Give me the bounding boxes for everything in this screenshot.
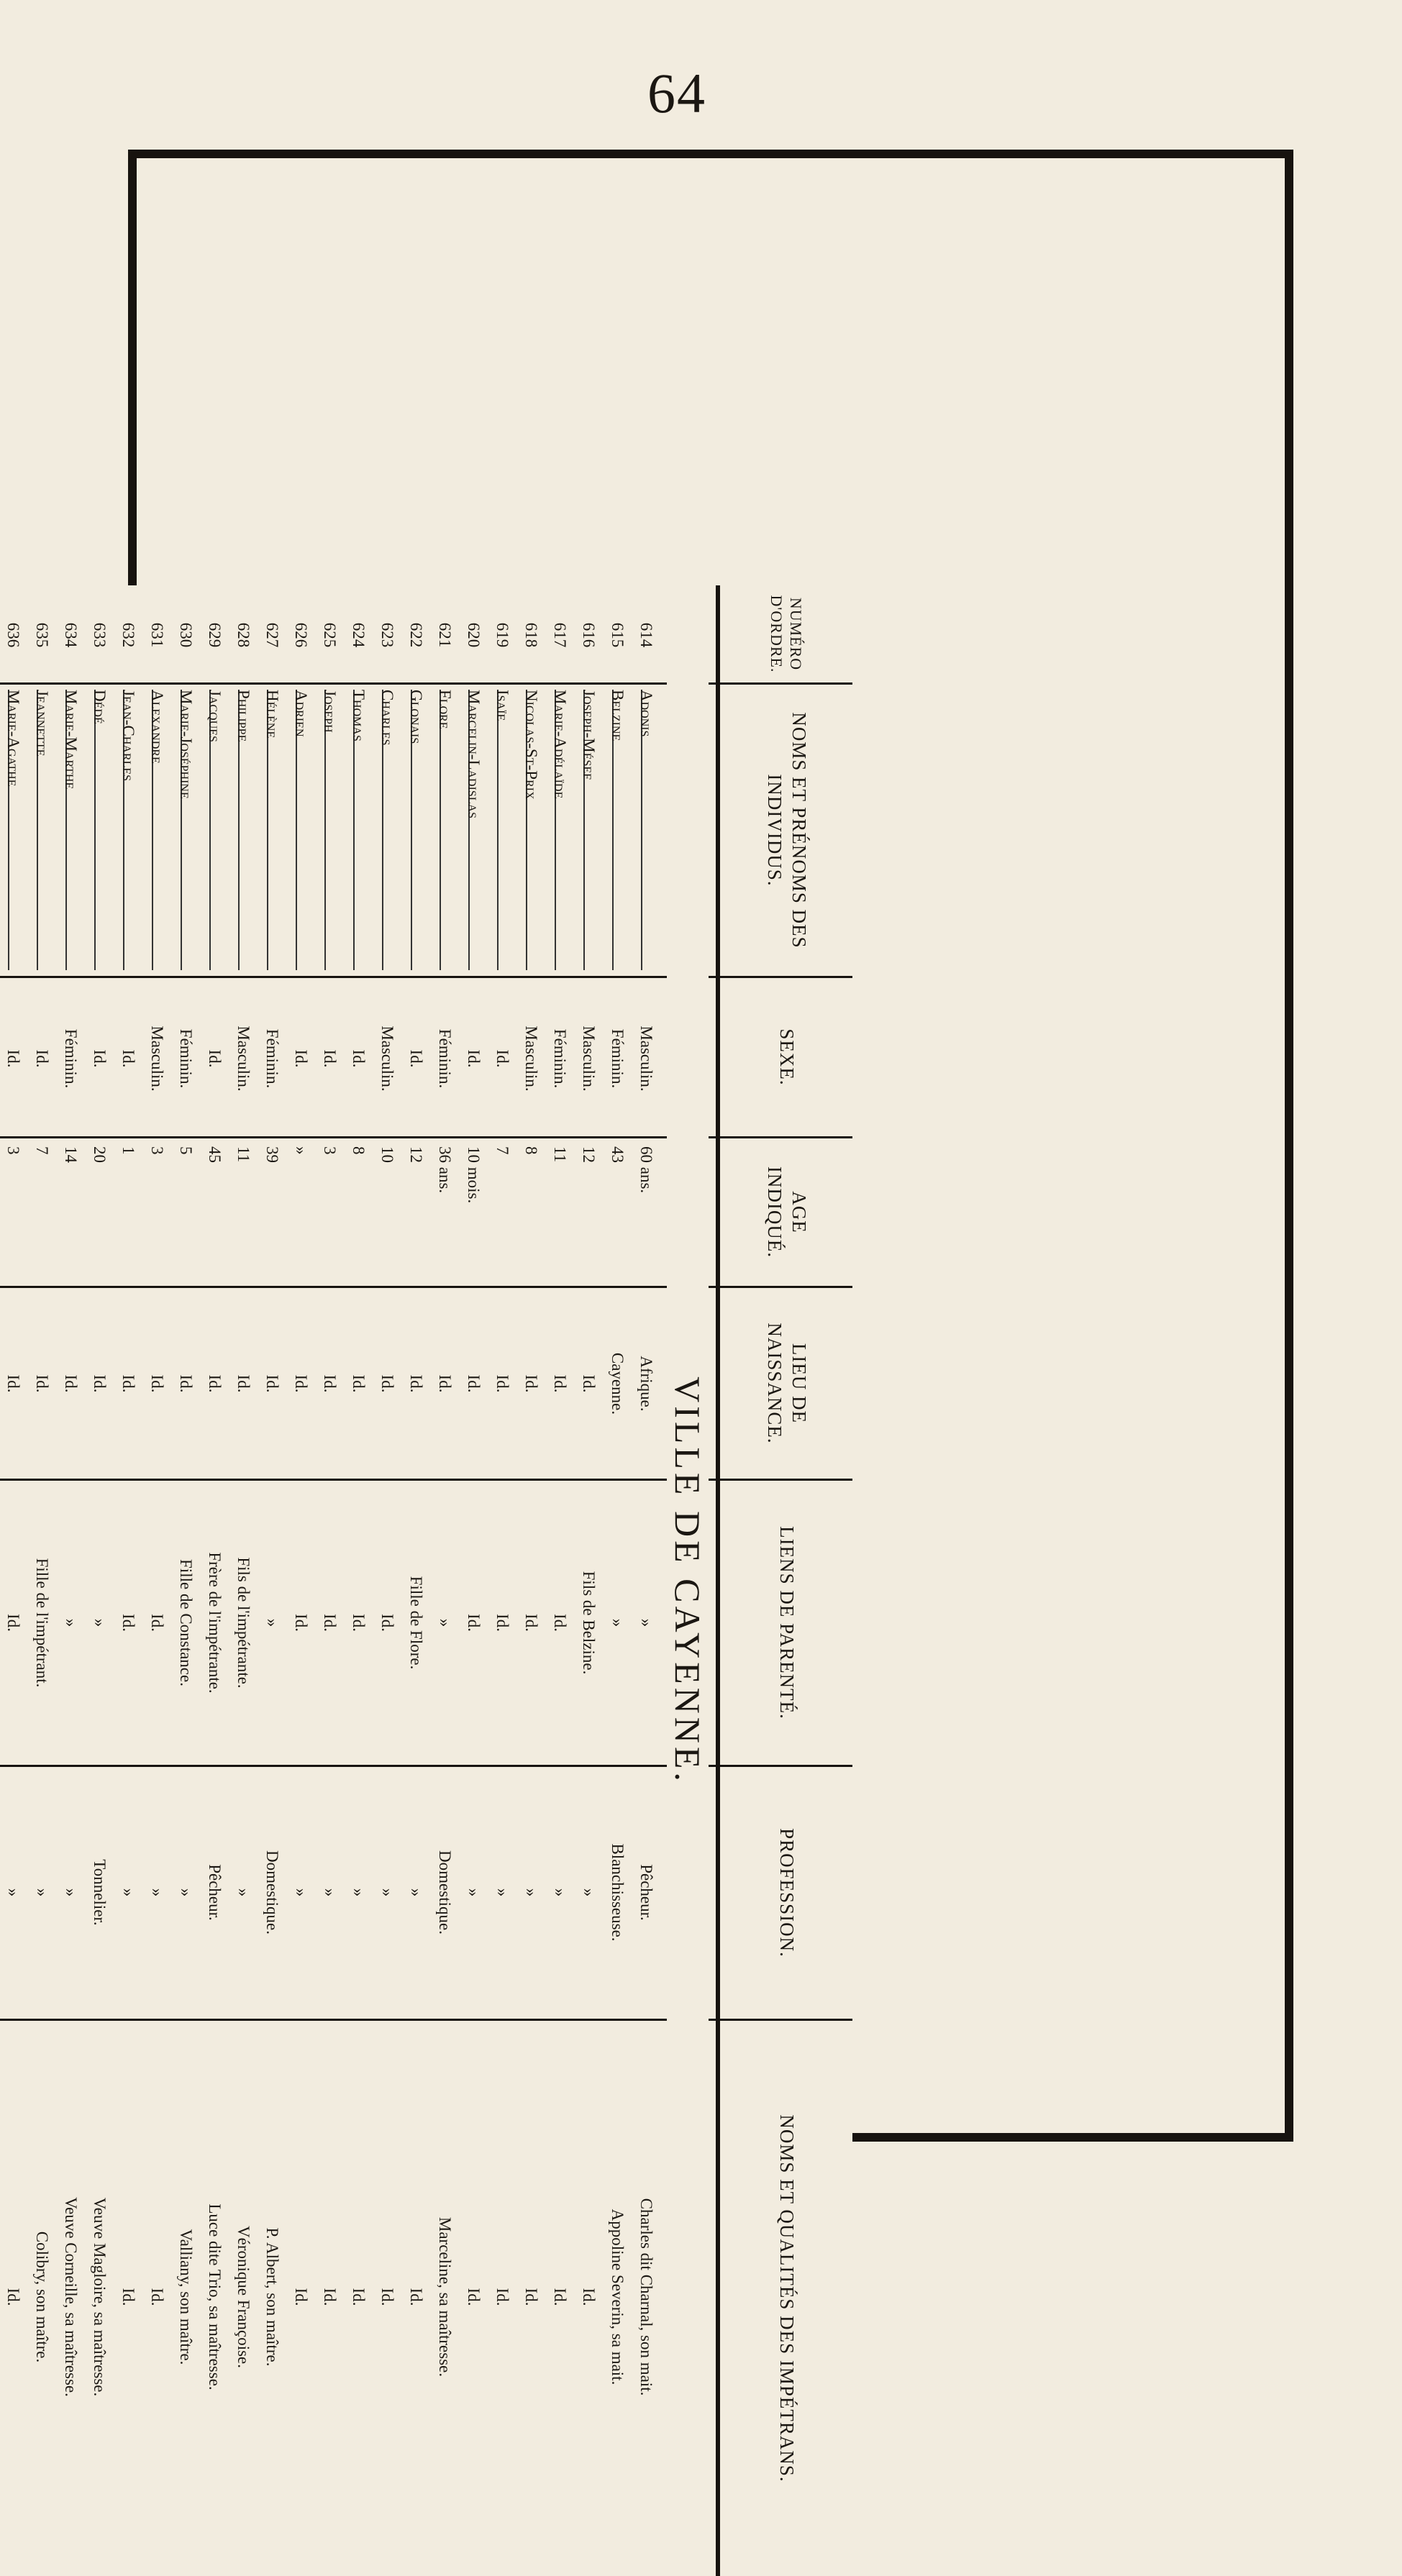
table-row — [486, 585, 514, 2576]
row-kinship: Id. — [522, 1614, 540, 1632]
row-number: 635 — [33, 622, 51, 648]
register-table-frame — [4, 150, 1293, 2483]
row-sex: Féminin. — [436, 1028, 454, 1089]
row-sex: Féminin. — [551, 1028, 569, 1089]
row-kinship: » — [609, 1618, 627, 1627]
row-name: Marie-Agathe — [4, 690, 22, 970]
row-profession: Blanchisseuse. — [609, 1843, 627, 1942]
row-profession: Pêcheur. — [206, 1864, 224, 1921]
row-profession: Pêcheur. — [637, 1864, 655, 1921]
row-number: 617 — [551, 622, 569, 648]
table-row — [140, 585, 169, 2576]
row-name: Charles — [378, 690, 396, 970]
row-profession: » — [551, 1888, 569, 1897]
row-birthplace: Id. — [263, 1374, 281, 1393]
row-number: 627 — [263, 622, 281, 648]
row-sex: Id. — [407, 1049, 425, 1068]
row-petitioner: Appoline Severin, sa mait. — [609, 2209, 627, 2385]
row-sex: Féminin. — [62, 1028, 80, 1089]
row-kinship: Fille de Constance. — [177, 1559, 195, 1686]
row-number: 614 — [637, 622, 655, 648]
row-petitioner: Id. — [119, 2288, 137, 2306]
row-birthplace: Id. — [235, 1374, 252, 1393]
table-row — [255, 585, 284, 2576]
row-birthplace: Id. — [321, 1374, 339, 1393]
row-profession: Domestique. — [436, 1850, 454, 1935]
header-profession: PROFESSION. — [716, 1767, 852, 2019]
row-number: 631 — [148, 622, 166, 648]
row-name: Nicolas-St-Prix — [522, 690, 540, 970]
row-age: 8 — [350, 1146, 368, 1155]
row-profession: Domestique. — [263, 1850, 281, 1935]
table-row — [284, 585, 313, 2576]
row-name: Marie-Adélaïde — [550, 690, 569, 970]
table-row — [83, 585, 111, 2576]
row-name: Dédé — [90, 690, 109, 970]
row-profession: » — [580, 1888, 598, 1897]
row-profession: » — [465, 1888, 483, 1897]
row-age: 39 — [263, 1146, 281, 1163]
row-birthplace: Id. — [436, 1374, 454, 1393]
row-kinship: Fille de Flore. — [407, 1576, 425, 1670]
row-petitioner: Luce dite Trio, sa maîtresse. — [206, 2203, 224, 2390]
row-kinship: Frère de l'impétrante. — [206, 1552, 224, 1694]
table-row — [428, 585, 457, 2576]
table-row — [54, 585, 83, 2576]
row-petitioner: Marceline, sa maîtresse. — [436, 2216, 454, 2378]
row-profession: » — [62, 1888, 80, 1897]
row-age: » — [292, 1146, 310, 1155]
row-birthplace: Id. — [4, 1374, 22, 1393]
row-name: Thomas — [349, 690, 368, 970]
row-petitioner: Id. — [378, 2288, 396, 2306]
row-petitioner: P. Albert, son maître. — [263, 2227, 281, 2367]
header-lieu: LIEU DE NAISSANCE. — [716, 1288, 852, 1479]
row-profession: » — [4, 1888, 22, 1897]
header-liens: LIENS DE PARENTÉ. — [716, 1481, 852, 1765]
row-age: 3 — [4, 1146, 22, 1155]
table-row — [572, 585, 601, 2576]
row-profession: » — [33, 1888, 51, 1897]
row-name: Jacques — [205, 690, 224, 970]
table-row — [25, 585, 54, 2576]
row-sex: Féminin. — [263, 1028, 281, 1089]
row-birthplace: Id. — [206, 1374, 224, 1393]
row-age: 43 — [609, 1146, 627, 1163]
row-sex: Id. — [292, 1049, 310, 1068]
row-petitioner: Id. — [580, 2288, 598, 2306]
row-number: 632 — [119, 622, 137, 648]
row-petitioner: Veuve Corneille, sa maîtresse. — [62, 2197, 80, 2397]
row-kinship: Id. — [551, 1614, 569, 1632]
row-petitioner: Id. — [551, 2288, 569, 2306]
row-age: 36 ans. — [436, 1146, 454, 1194]
register-table — [0, 585, 852, 2576]
table-row — [227, 585, 255, 2576]
header-sexe: SEXE. — [716, 978, 852, 1136]
row-kinship: Id. — [350, 1614, 368, 1632]
row-sex: Masculin. — [378, 1026, 396, 1092]
row-sex: Id. — [33, 1049, 51, 1068]
row-birthplace: Afrique. — [637, 1356, 655, 1412]
row-profession: » — [522, 1888, 540, 1897]
header-impetrans: NOMS ET QUALITÉS DES IMPÉTRANS. — [716, 2021, 852, 2576]
row-birthplace: Id. — [580, 1374, 598, 1393]
row-petitioner: Veuve Magloire, sa maîtresse. — [91, 2197, 109, 2397]
row-sex: Masculin. — [580, 1026, 598, 1092]
row-kinship: » — [637, 1618, 655, 1627]
row-petitioner: Colibry, son maître. — [33, 2231, 51, 2363]
row-birthplace: Id. — [91, 1374, 109, 1393]
row-name: Adonis — [637, 690, 655, 970]
row-age: 12 — [407, 1146, 425, 1163]
row-name: Joseph-Mésef — [579, 690, 598, 970]
row-petitioner: Id. — [350, 2288, 368, 2306]
row-petitioner: Id. — [407, 2288, 425, 2306]
row-number: 619 — [493, 622, 511, 648]
row-sex: Id. — [493, 1049, 511, 1068]
row-birthplace: Id. — [407, 1374, 425, 1393]
row-age: 14 — [62, 1146, 80, 1163]
row-petitioner: Charles dit Charnal, son mait. — [637, 2198, 655, 2396]
row-kinship: » — [62, 1618, 80, 1627]
table-row — [313, 585, 342, 2576]
row-name: Belzine — [608, 690, 627, 970]
row-age: 45 — [206, 1146, 224, 1163]
row-age: 1 — [119, 1146, 137, 1155]
row-profession: » — [378, 1888, 396, 1897]
row-number: 634 — [62, 622, 80, 648]
row-birthplace: Id. — [350, 1374, 368, 1393]
row-age: 3 — [148, 1146, 166, 1155]
row-number: 623 — [378, 622, 396, 648]
row-age: 7 — [493, 1146, 511, 1155]
header-num: NUMÉRO D'ORDRE. — [716, 585, 852, 682]
row-number: 624 — [350, 622, 368, 648]
row-petitioner: Id. — [522, 2288, 540, 2306]
row-number: 620 — [465, 622, 483, 648]
header-age: AGE INDIQUÉ. — [716, 1138, 852, 1286]
row-profession: » — [350, 1888, 368, 1897]
row-kinship: Id. — [292, 1614, 310, 1632]
row-number: 628 — [235, 622, 252, 648]
row-profession: » — [407, 1888, 425, 1897]
row-birthplace: Id. — [62, 1374, 80, 1393]
row-name: Hélène — [263, 690, 281, 970]
row-profession: » — [292, 1888, 310, 1897]
row-name: Isaïe — [493, 690, 511, 970]
row-birthplace: Id. — [522, 1374, 540, 1393]
row-number: 621 — [436, 622, 454, 648]
page-number: 64 — [647, 62, 706, 124]
row-age: 20 — [91, 1146, 109, 1163]
row-birthplace: Id. — [378, 1374, 396, 1393]
table-row — [111, 585, 140, 2576]
row-sex: Id. — [465, 1049, 483, 1068]
row-kinship: Id. — [493, 1614, 511, 1632]
row-profession: Tonnelier. — [91, 1859, 109, 1926]
row-sex: Masculin. — [235, 1026, 252, 1092]
row-petitioner: Id. — [493, 2288, 511, 2306]
row-age: 12 — [580, 1146, 598, 1163]
row-kinship: Id. — [321, 1614, 339, 1632]
row-kinship: » — [263, 1618, 281, 1627]
row-name: Joseph — [320, 690, 339, 970]
row-birthplace: Id. — [551, 1374, 569, 1393]
row-sex: Masculin. — [522, 1026, 540, 1092]
row-sex: Féminin. — [609, 1028, 627, 1089]
row-profession: » — [493, 1888, 511, 1897]
table-row — [629, 585, 658, 2576]
table-row — [370, 585, 399, 2576]
row-petitioner: Véronique Françoise. — [235, 2226, 252, 2368]
row-number: 636 — [4, 622, 22, 648]
row-birthplace: Id. — [148, 1374, 166, 1393]
section-title: VILLE DE CAYENNE. — [667, 585, 709, 2576]
row-name: Adrien — [291, 690, 310, 970]
header-noms: NOMS ET PRÉNOMS DES INDIVIDUS. — [716, 685, 852, 976]
table-row — [169, 585, 198, 2576]
table-row — [601, 585, 629, 2576]
row-age: 7 — [33, 1146, 51, 1155]
row-age: 5 — [177, 1146, 195, 1155]
row-kinship: Id. — [148, 1614, 166, 1632]
table-row — [198, 585, 227, 2576]
table-row — [342, 585, 370, 2576]
row-sex: Féminin. — [177, 1028, 195, 1089]
row-name: Philippe — [234, 690, 252, 970]
row-age: 10 mois. — [465, 1146, 483, 1204]
row-name: Jean-Charles — [119, 690, 137, 970]
row-number: 630 — [177, 622, 195, 648]
row-number: 616 — [580, 622, 598, 648]
row-number: 618 — [522, 622, 540, 648]
row-kinship: Id. — [378, 1614, 396, 1632]
row-sex: Id. — [206, 1049, 224, 1068]
row-number: 615 — [609, 622, 627, 648]
row-kinship: Id. — [4, 1614, 22, 1632]
row-birthplace: Id. — [493, 1374, 511, 1393]
row-sex: Masculin. — [637, 1026, 655, 1092]
row-petitioner: Id. — [465, 2288, 483, 2306]
row-name: Glonais — [406, 690, 425, 970]
row-number: 625 — [321, 622, 339, 648]
row-profession: » — [321, 1888, 339, 1897]
row-birthplace: Id. — [177, 1374, 195, 1393]
row-kinship: Id. — [465, 1614, 483, 1632]
row-profession: » — [119, 1888, 137, 1897]
table-row — [399, 585, 428, 2576]
row-age: 11 — [235, 1146, 252, 1163]
row-petitioner: Id. — [148, 2288, 166, 2306]
row-number: 629 — [206, 622, 224, 648]
row-birthplace: Id. — [465, 1374, 483, 1393]
row-number: 622 — [407, 622, 425, 648]
row-name: Alexandre — [147, 690, 166, 970]
row-sex: Masculin. — [148, 1026, 166, 1092]
row-number: 626 — [292, 622, 310, 648]
row-name: Flore — [435, 690, 454, 970]
row-kinship: Fille de l'impétrant. — [33, 1558, 51, 1688]
row-petitioner: Id. — [321, 2288, 339, 2306]
row-name: Marcelin-Ladislas — [464, 690, 483, 970]
row-sex: Id. — [91, 1049, 109, 1068]
row-name: Marie-Marthe — [61, 690, 80, 970]
row-birthplace: Cayenne. — [609, 1352, 627, 1415]
row-age: 8 — [522, 1146, 540, 1155]
table-row — [457, 585, 486, 2576]
table-row — [0, 585, 25, 2576]
row-sex: Id. — [350, 1049, 368, 1068]
row-kinship: Fils de l'impétrante. — [235, 1557, 252, 1689]
row-age: 10 — [378, 1146, 396, 1163]
row-name: Jeannette — [32, 690, 51, 970]
table-row — [514, 585, 543, 2576]
row-profession: » — [177, 1888, 195, 1897]
row-petitioner: Id. — [4, 2288, 22, 2306]
row-birthplace: Id. — [292, 1374, 310, 1393]
row-kinship: » — [91, 1618, 109, 1627]
row-birthplace: Id. — [119, 1374, 137, 1393]
row-kinship: Id. — [119, 1614, 137, 1632]
row-sex: Id. — [4, 1049, 22, 1068]
row-petitioner: Valliany, son maître. — [177, 2229, 195, 2365]
row-kinship: Fils de Belzine. — [580, 1571, 598, 1675]
table-row — [543, 585, 572, 2576]
row-kinship: » — [436, 1618, 454, 1627]
row-number: 633 — [91, 622, 109, 648]
row-age: 3 — [321, 1146, 339, 1155]
section-rows — [0, 585, 658, 2576]
row-age: 11 — [551, 1146, 569, 1163]
row-sex: Id. — [321, 1049, 339, 1068]
row-profession: » — [148, 1888, 166, 1897]
row-petitioner: Id. — [292, 2288, 310, 2306]
row-name: Marie-Joséphine — [176, 690, 195, 970]
row-birthplace: Id. — [33, 1374, 51, 1393]
row-age: 60 ans. — [637, 1146, 655, 1194]
row-sex: Id. — [119, 1049, 137, 1068]
row-profession: » — [235, 1888, 252, 1897]
